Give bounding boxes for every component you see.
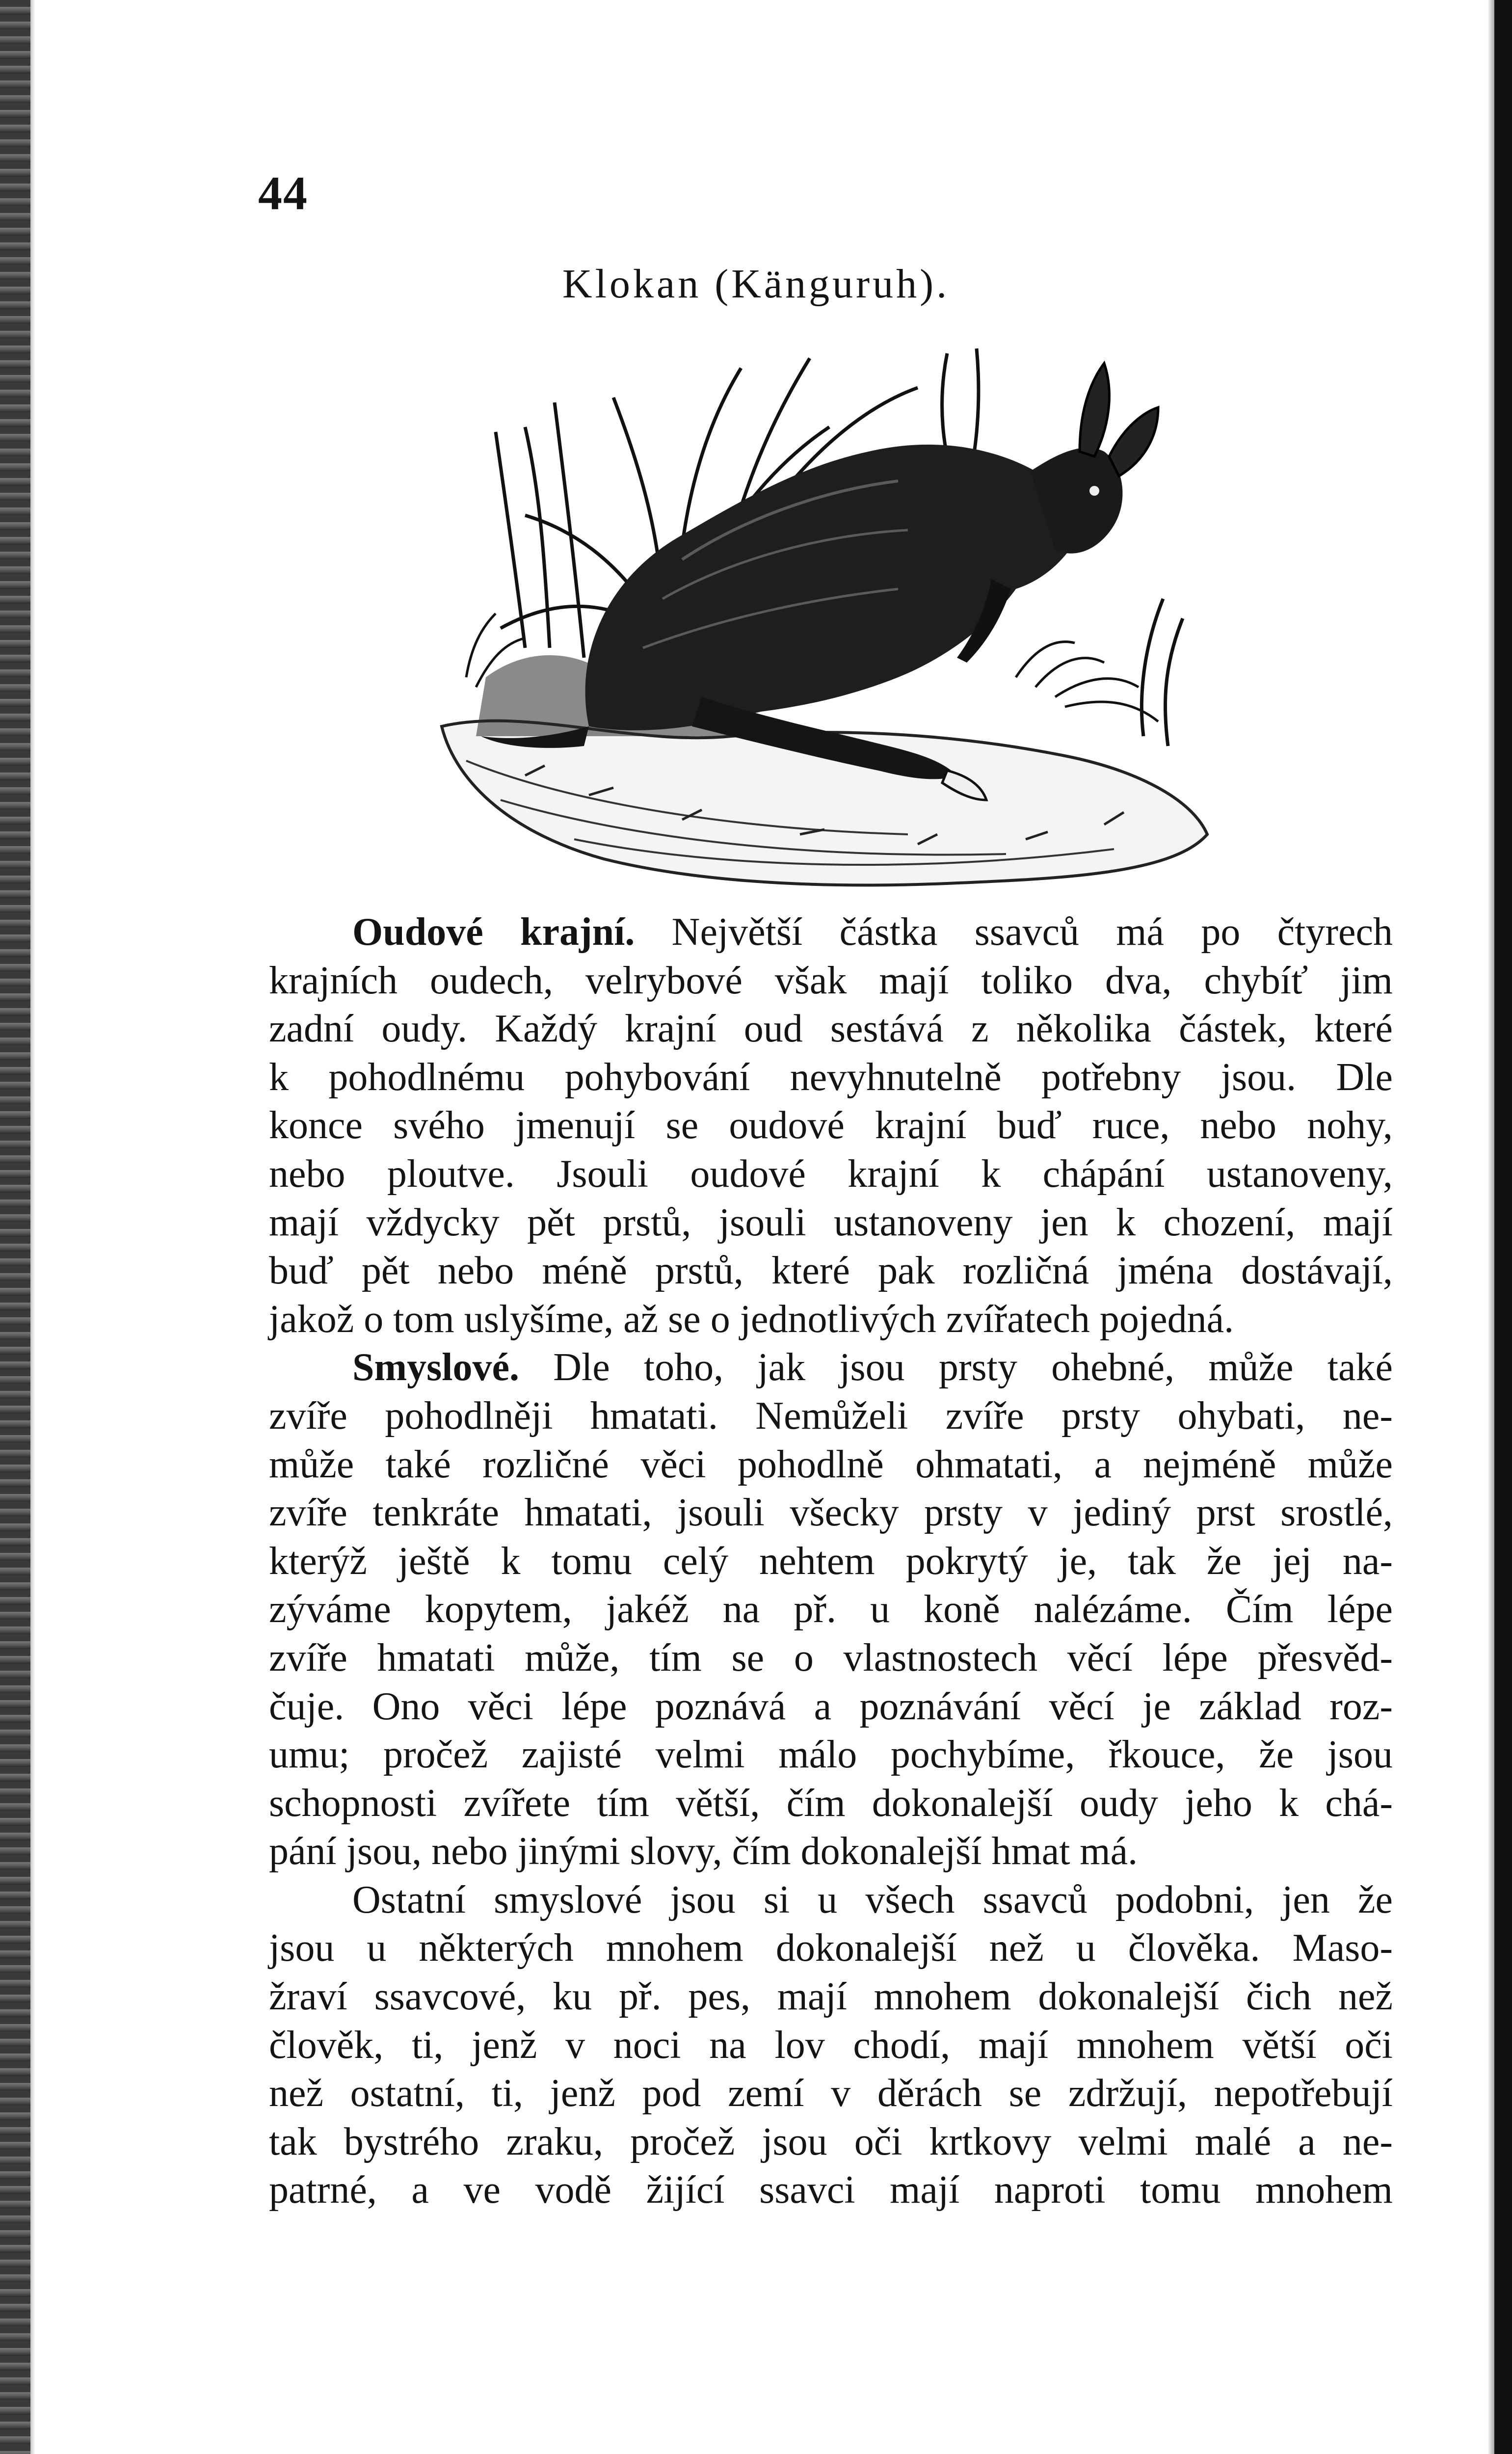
paragraph-senses <box>269 1343 1393 1876</box>
text-line: zvíře hmatati může, tím se o vlastnostech věcí lépe přesvěd- <box>269 1636 1393 1680</box>
text-line: čuje. Ono věci lépe poznává a poznávání věcí je základ roz- <box>269 1684 1393 1728</box>
text-line: zvíře tenkráte hmatati, jsouli všecky prsty v jediný prst srostlé, <box>269 1491 1393 1535</box>
text-line: mají vždycky pět prstů, jsouli ustanoveny jen k chození, mají <box>269 1200 1393 1244</box>
text-line: k pohodlnému pohybování nevyhnutelně potřebny jsou. Dle <box>269 1055 1393 1099</box>
text-line: jsou u některých mnohem dokonalejší než u člověka. Maso- <box>269 1926 1393 1970</box>
text-line: kterýž ještě k tomu celý nehtem pokrytý je, tak že jej na- <box>269 1539 1393 1583</box>
text-line: patrné, a ve vodě žijící ssavci mají naproti tomu mnohem <box>269 2168 1393 2212</box>
text-line: Oudové krajní. Největší částka ssavců má po čtyrech <box>352 910 1393 954</box>
text-line: zýváme kopytem, jakéž na př. u koně nalézáme. Čím lépe <box>269 1588 1393 1631</box>
text-line: jakož o tom uslyšíme, až se o jednotlivých zvířatech pojedná. <box>269 1297 1234 1341</box>
scan-edge-right <box>1494 0 1512 2454</box>
text-line: žraví ssavcové, ku př. pes, mají mnohem dokonalejší čich než <box>269 1975 1393 2019</box>
text-line: pání jsou, nebo jinými slovy, čím dokonalejší hmat má. <box>269 1830 1138 1873</box>
text-line: tak bystrého zraku, pročež jsou oči krtkovy velmi malé a ne- <box>269 2120 1393 2163</box>
paragraph-other-senses <box>269 1876 1393 2214</box>
text-line: Ostatní smyslové jsou si u všech ssavců podobni, jen že <box>352 1878 1393 1921</box>
text-line: zadní oudy. Každý krajní oud sestává z několika částek, které <box>269 1007 1393 1051</box>
text-line: krajních oudech, velrybové však mají toliko dva, chybíť jim <box>269 959 1393 1002</box>
text-line: člověk, ti, jenž v noci na lov chodí, mají mnohem větší oči <box>269 2023 1393 2067</box>
kangaroo-illustration <box>427 304 1222 913</box>
text-line: Smyslové. Dle toho, jak jsou prsty ohebné, může také <box>352 1346 1393 1389</box>
page-number: 44 <box>258 167 308 220</box>
body-text <box>269 908 1393 2214</box>
paragraph-limbs <box>269 908 1393 1343</box>
section-heading: Oudové krajní. <box>352 910 635 954</box>
text-line: umu; pročež zajisté velmi málo pochybíme, řkouce, že jsou <box>269 1733 1393 1777</box>
text-line: zvíře pohodlněji hmatati. Nemůželi zvíře prsty ohybati, ne- <box>269 1394 1393 1438</box>
text-line: konce svého jmenují se oudové krajní buď ruce, nebo nohy, <box>269 1104 1393 1147</box>
text-line: než ostatní, ti, jenž pod zemí v děrách se zdržují, nepotřebují <box>269 2072 1393 2115</box>
text-line: buď pět nebo méně prstů, které pak rozličná jména dostávají, <box>269 1249 1393 1293</box>
illustration-caption: Klokan (Känguruh). <box>562 261 950 307</box>
text-line: může také rozličné věci pohodlně ohmatati, a nejméně může <box>269 1442 1393 1486</box>
scan-edge-left <box>0 0 30 2454</box>
text-line: schopnosti zvířete tím větší, čím dokonalejší oudy jeho k chá- <box>269 1781 1393 1825</box>
section-heading: Smyslové. <box>352 1346 519 1389</box>
text-line: nebo ploutve. Jsouli oudové krajní k chápání ustanoveny, <box>269 1152 1393 1196</box>
